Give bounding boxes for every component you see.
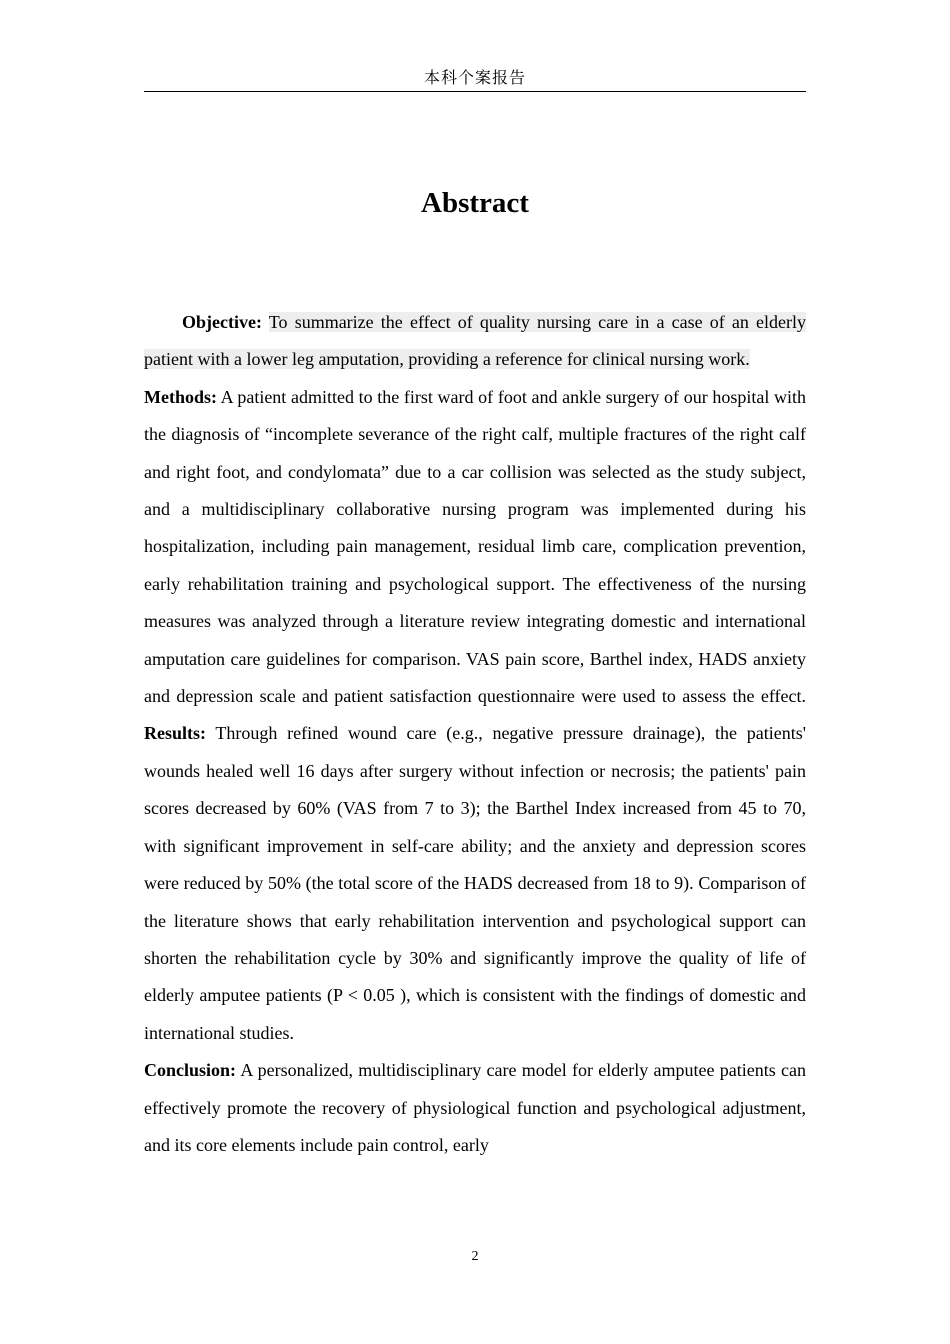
methods-label: Methods: (144, 386, 217, 407)
running-header: 本科个案报告 (423, 68, 526, 87)
objective-paragraph (144, 304, 806, 379)
results-text: Through refined wound care (e.g., negative pressure drainage), the patients' wounds healed well 16 days after surgery without infection or necrosis; the patients' pain scores decreased by 60% (VAS from 7 to 3); the Barthel Index increased from 45 to 70, with significant improvement in self-care ability; and the anxiety and depression scores were reduced by 50% (the total score of the HADS decreased from 18 to 9). Comparison of the literature shows that early rehabilitation intervention and psychological support can shorten the rehabilitation cycle by 30% and significantly improve the quality of life of elderly amputee patients (P < 0.05 ), which is consistent with the findings of domestic and international studies. (144, 723, 806, 1043)
conclusion-label: Conclusion: (144, 1060, 237, 1081)
conclusion-paragraph (144, 1052, 806, 1164)
abstract-title: Abstract (421, 187, 529, 219)
page-number: 2 (471, 1249, 479, 1264)
abstract-body (144, 304, 806, 1164)
objective-label: Objective: (182, 312, 262, 332)
header-rule (144, 91, 806, 92)
methods-text: A patient admitted to the first ward of foot and ankle surgery of our hospital with the diagnosis of “incomplete severance of the right calf, multiple fractures of the right calf and right foot, and condylomata” due to a car collision was selected as the study subject, and a multidisciplinary collaborative nursing program was implemented during his hospitalization, including pain management, residual limb care, complication prevention, early rehabilitation training and psychological support. The effectiveness of the nursing measures was analyzed through a literature review integrating domestic and international amputation care guidelines for comparison. VAS pain score, Barthel index, HADS anxiety and depression scale and patient satisfaction questionnaire were used to assess the effect. (144, 386, 806, 707)
conclusion-text: A personalized, multidisciplinary care model for elderly amputee patients can effectively promote the recovery of physiological function and psychological adjustment, and its core elements include pain control, early (144, 1060, 806, 1155)
objective-text: To summarize the effect of quality nursing care in a case of an elderly patient with a lower leg amputation, providing a reference for clinical nursing work. (144, 312, 806, 370)
results-label: Results: (144, 723, 206, 744)
methods-results-paragraph (144, 379, 806, 1052)
